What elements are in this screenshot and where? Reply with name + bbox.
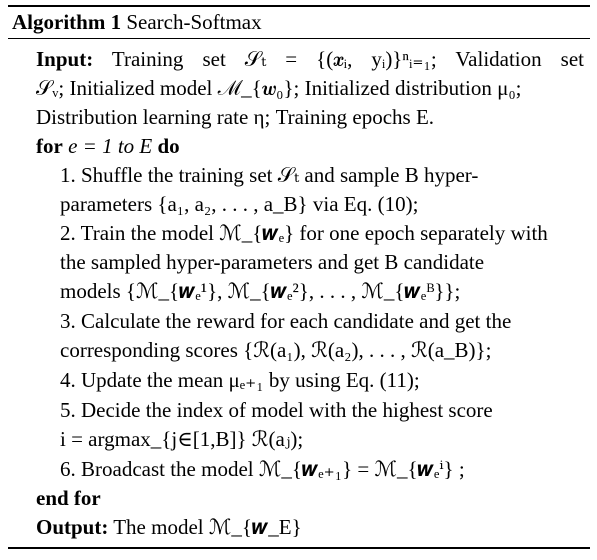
step-1-line-1: 1. Shuffle the training set 𝒮ₜ and sample B hyper-: [60, 163, 479, 187]
step-6-line-1: 6. Broadcast the model ℳ_{𝒘ₑ₊₁} = ℳ_{𝒘ₑⁱ} ;: [60, 457, 465, 481]
algorithm-name: Search-Softmax: [126, 10, 262, 34]
header-rule: [8, 38, 590, 39]
do-keyword: do: [157, 134, 180, 158]
input-keyword: Input:: [36, 47, 94, 71]
step-2-line-2: the sampled hyper-parameters and get B candidate: [60, 250, 485, 274]
top-rule: [8, 5, 590, 7]
input-line-1: [36, 46, 584, 72]
input-text-1: Training set 𝒮ₜ = {(𝒙ᵢ, yᵢ)}ⁿᵢ₌₁; Validation set: [111, 47, 584, 71]
for-keyword: for: [36, 134, 63, 158]
step-5-line-1: 5. Decide the index of model with the highest score: [60, 398, 493, 422]
step-3-line-1: 3. Calculate the reward for each candidate and get the: [60, 309, 512, 333]
step-2-line-1: 2. Train the model ℳ_{𝒘ₑ} for one epoch separately with: [60, 221, 548, 245]
endfor-line: end for: [36, 486, 101, 510]
step-5-line-2: i = argmax_{j∈[1,B]} ℛ(aⱼ);: [60, 427, 304, 451]
step-4-line-1: 4. Update the mean μₑ₊₁ by using Eq. (11);: [60, 368, 420, 392]
output-line: [36, 514, 302, 540]
output-keyword: Output:: [36, 515, 109, 539]
output-text: The model ℳ_{𝒘_E}: [113, 515, 302, 539]
algorithm-label: Algorithm 1: [12, 10, 122, 34]
input-line-2: 𝒮ᵥ; Initialized model ℳ_{𝒘₀}; Initialized distribution μ₀;: [36, 76, 522, 100]
algorithm-title: [12, 9, 262, 35]
step-2-line-3: models {ℳ_{𝒘ₑ¹}, ℳ_{𝒘ₑ²}, . . . , ℳ_{𝒘ₑᴮ}};: [60, 279, 461, 303]
bottom-rule: [8, 547, 590, 549]
for-line: [36, 133, 180, 159]
step-3-line-2: corresponding scores {ℛ(a₁), ℛ(a₂), . . . , ℛ(a_B)};: [60, 338, 492, 362]
loop-range: e = 1 to E: [68, 134, 153, 158]
input-line-3: Distribution learning rate η; Training epochs E.: [36, 105, 435, 129]
step-1-line-2: parameters {a₁, a₂, . . . , a_B} via Eq. (10);: [60, 192, 419, 216]
